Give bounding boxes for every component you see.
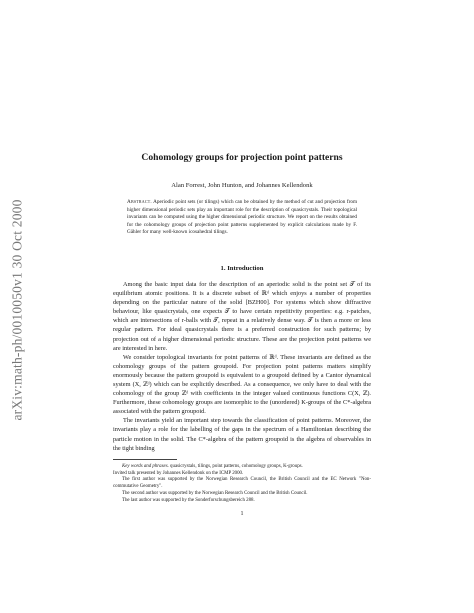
paragraph-1: Among the basic input data for the description of an aperiodic solid is the point set 𝒯 of its equilibrium atomic positions. It is a discrete subset of ℝᵈ which enjoys a number of properties depending on the particular nature of the solid [BZH00]. For systems which show diffractive behaviour, like quasicrystals, one expects 𝒯 to have certain repetitivity properties: e.g. r-patches, which are intersections of r-balls with 𝒯, repeat in a relatively dense way. 𝒯 is then a more or less regular pattern. For ideal quasicrystals there is a preferred construction for such patterns; by projection out of a higher dimensional periodic structure. These are the projection point patterns we are interested in here.: [113, 280, 371, 352]
abstract-text: Aperiodic point sets (or tilings) which can be obtained by the method of cut and projection from higher dimensional periodic sets play an important role for the description of quasicrystals. Their topological invariants can be computed using the higher dimensional periodic structure. We report on the results obtained for the cohomology groups of projection point patterns supplemented by explicit calculations made by F. Gähler for many well-known icosahedral tilings.: [127, 199, 357, 236]
abstract-label: Abstract.: [127, 199, 152, 205]
footnote-invited: Invited talk presented by Johannes Kellendonk on the ICMP 2000.: [113, 470, 244, 476]
footnote-second-author: The second author was supported by the Norwegian Research Council and the British Council.: [122, 490, 308, 496]
keywords-label: Key words and phrases.: [122, 463, 169, 469]
paragraph-3: The invariants yield an important step towards the classification of point patterns. Moreover, the invariants play a role for the labelling of the gaps in the spectrum of a Hamiltonian describing the particle motion in the solid. The C*-algebra of the pattern groupoid is the algebra of observables in the tight binding: [113, 417, 371, 452]
paper-title: Cohomology groups for projection point patterns: [141, 152, 343, 163]
footnote-last-author: The last author was supported by the Sonderforschungsbereich 288.: [122, 497, 255, 503]
footnote-first-author: The first author was supported by the Norwegian Research Council, the British Council and the EC Network "Non-commutative Geometry".: [113, 477, 371, 490]
arxiv-stamp-text: arXiv:math-ph/0010050v1 30 Oct 2000: [10, 199, 26, 421]
page-number: 1: [240, 510, 244, 517]
section-heading: 1. Introduction: [220, 264, 264, 272]
keywords-text: quasicrystals, tilings, point patterns, cohomology groups, K-groups.: [168, 463, 303, 469]
paper-page: [113, 152, 371, 517]
abstract: [127, 199, 357, 237]
footnote-keywords: [113, 464, 371, 471]
footnote-rule: [113, 459, 177, 460]
paragraph-2: We consider topological invariants for point patterns of ℝᵈ. These invariants are defined as the cohomology groups of the pattern groupoid. For projection point patterns matters simplify enormously because the pattern groupoid is equivalent to a groupoid defined by a Cantor dynamical system (X, ℤᵈ) which can be explicitly described. As a consequence, we only have to deal with the cohomology of the group ℤᵈ with coefficients in the integer valued continuous functions C(X, ℤ). Furthermore, these cohomology groups are isomorphic to the (unordered) K-groups of the C*-algebra associated with the pattern groupoid.: [113, 353, 371, 416]
arxiv-stamp: [6, 150, 30, 470]
paper-authors: Alan Forrest, John Hunton, and Johannes Kellendonk: [171, 182, 313, 189]
